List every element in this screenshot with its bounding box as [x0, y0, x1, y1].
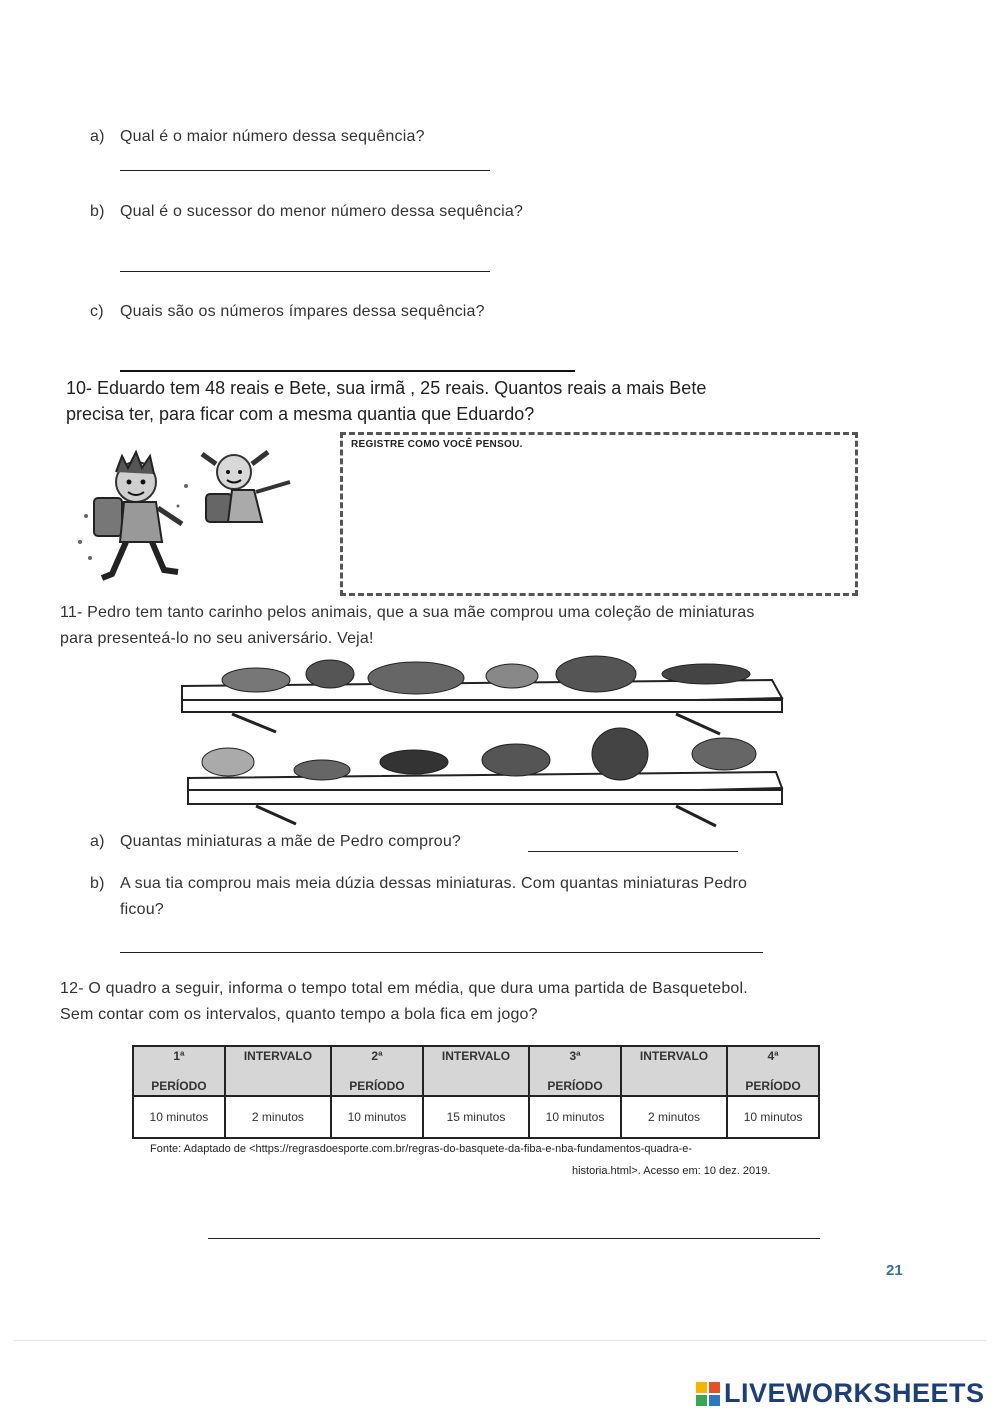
q11-a	[90, 833, 461, 851]
q9-a	[90, 128, 425, 146]
table-header-row	[133, 1046, 819, 1096]
q11-a-text: Quantas miniaturas a mãe de Pedro comprou?	[120, 833, 462, 850]
table-row	[133, 1096, 819, 1138]
brand-name: LIVEWORKSHEETS	[724, 1378, 985, 1408]
animal-shelves-illustration	[176, 650, 796, 830]
q9-c-text: Quais são os números ímpares dessa sequência?	[120, 303, 485, 320]
q9-b-letter: b)	[90, 203, 105, 220]
table-header-cell: INTERVALO	[225, 1046, 331, 1096]
children-illustration	[66, 446, 306, 596]
table-header-cell: INTERVALO	[423, 1046, 529, 1096]
q9-b-text: Qual é o sucessor do menor número dessa sequência?	[120, 203, 524, 220]
answer-box-label: REGISTRE COMO VOCÊ PENSOU.	[351, 439, 523, 450]
table-header-cell: 2ª PERÍODO	[331, 1046, 423, 1096]
q11-a-letter: a)	[90, 833, 105, 850]
page-number: 21	[886, 1262, 903, 1279]
table-source-line2: historia.html>. Acesso em: 10 dez. 2019.	[572, 1165, 771, 1177]
table-source-line1: Fonte: Adaptado de <https://regrasdoesporte.com.br/regras-do-basquete-da-fiba-e-nba-fundamentos-quadra-e-	[150, 1143, 693, 1155]
q11-b-letter: b)	[90, 875, 105, 892]
table-header-cell: 4ª PERÍODO	[727, 1046, 819, 1096]
q11-b-text2: ficou?	[120, 901, 164, 918]
table-cell: 10 minutos	[529, 1096, 621, 1138]
q12-answer-line[interactable]	[208, 1238, 820, 1239]
basketball-time-table	[132, 1045, 820, 1139]
table-header-cell: 3ª PERÍODO	[529, 1046, 621, 1096]
table-cell: 2 minutos	[225, 1096, 331, 1138]
table-cell: 2 minutos	[621, 1096, 727, 1138]
table-header-cell: 1ª PERÍODO	[133, 1046, 225, 1096]
q9-c-answer-line[interactable]	[120, 370, 575, 372]
q12-line1: 12- O quadro a seguir, informa o tempo total em média, que dura uma partida de Basquetebol.	[60, 980, 748, 997]
table-cell: 10 minutos	[331, 1096, 423, 1138]
q9-a-answer-line[interactable]	[120, 170, 490, 171]
q11-b-answer-line[interactable]	[120, 952, 763, 953]
q10-line2: precisa ter, para ficar com a mesma quantia que Eduardo?	[66, 404, 535, 424]
answer-box[interactable]	[340, 432, 858, 596]
liveworksheets-logo[interactable]	[696, 1378, 985, 1409]
table-cell: 10 minutos	[727, 1096, 819, 1138]
footer-divider	[14, 1340, 986, 1341]
q9-b	[90, 203, 523, 221]
q9-a-text: Qual é o maior número dessa sequência?	[120, 128, 425, 145]
table-cell: 10 minutos	[133, 1096, 225, 1138]
table-cell: 15 minutos	[423, 1096, 529, 1138]
q11-line2: para presenteá-lo no seu aniversário. Veja!	[60, 630, 374, 647]
q12-line2: Sem contar com os intervalos, quanto tempo a bola fica em jogo?	[60, 1006, 538, 1023]
table-header-cell: INTERVALO	[621, 1046, 727, 1096]
q11-line1: 11- Pedro tem tanto carinho pelos animais, que a sua mãe comprou uma coleção de miniaturas	[60, 604, 755, 621]
q11-b	[90, 875, 747, 893]
q11-b-text1: A sua tia comprou mais meia dúzia dessas miniaturas. Com quantas miniaturas Pedro	[120, 875, 748, 892]
q9-a-letter: a)	[90, 128, 105, 145]
q9-c-letter: c)	[90, 303, 104, 320]
q9-c	[90, 303, 485, 321]
q11-a-answer-line[interactable]	[528, 851, 738, 852]
liveworksheets-icon	[696, 1382, 720, 1406]
q9-b-answer-line[interactable]	[120, 271, 490, 272]
q10-line1: 10- Eduardo tem 48 reais e Bete, sua irmã , 25 reais. Quantos reais a mais Bete	[66, 378, 707, 398]
